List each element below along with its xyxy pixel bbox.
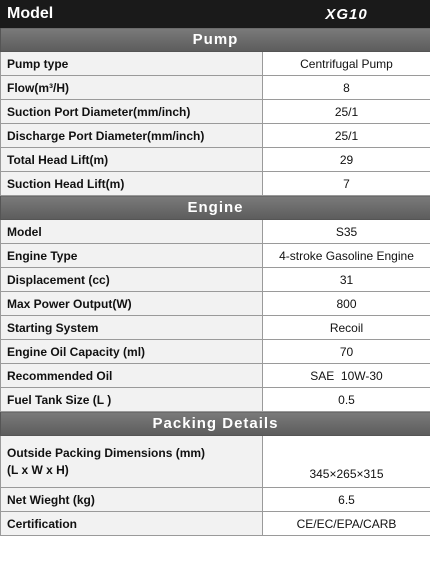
spec-label: Engine Oil Capacity (ml): [1, 340, 263, 364]
spec-value: 7: [263, 172, 430, 196]
spec-label: Net Wieght (kg): [1, 488, 263, 512]
section-title: Engine: [1, 196, 430, 220]
spec-row: [1, 172, 430, 196]
spec-value: Centrifugal Pump: [263, 52, 430, 76]
spec-label: Flow(m³/H): [1, 76, 263, 100]
spec-value: 800: [263, 292, 430, 316]
spec-value: 31: [263, 268, 430, 292]
spec-value: 345×265×315: [263, 436, 430, 488]
spec-label: Starting System: [1, 316, 263, 340]
spec-value: CE/EC/EPA/CARB: [263, 512, 430, 536]
spec-row: [1, 268, 430, 292]
spec-label: Total Head Lift(m): [1, 148, 263, 172]
spec-label: Suction Port Diameter(mm/inch): [1, 100, 263, 124]
spec-label: Certification: [1, 512, 263, 536]
spec-value: SAE 10W-30: [263, 364, 430, 388]
spec-label: Displacement (cc): [1, 268, 263, 292]
section-title: Pump: [1, 28, 430, 52]
spec-value: 25/1: [263, 124, 430, 148]
spec-label: Suction Head Lift(m): [1, 172, 263, 196]
spec-row: [1, 512, 430, 536]
spec-label: Engine Type: [1, 244, 263, 268]
spec-value: 8: [263, 76, 430, 100]
spec-row: [1, 388, 430, 412]
spec-row: [1, 340, 430, 364]
spec-value: 70: [263, 340, 430, 364]
spec-row: [1, 220, 430, 244]
spec-value: 0.5: [263, 388, 430, 412]
spec-label: Discharge Port Diameter(mm/inch): [1, 124, 263, 148]
model-name: XG10: [263, 1, 430, 28]
spec-row: [1, 124, 430, 148]
spec-value: 25/1: [263, 100, 430, 124]
spec-row: [1, 488, 430, 512]
spec-row: [1, 52, 430, 76]
spec-row: [1, 76, 430, 100]
spec-row: [1, 148, 430, 172]
spec-row: [1, 292, 430, 316]
header-label: Model: [1, 1, 263, 28]
spec-row: [1, 436, 430, 488]
spec-row: [1, 316, 430, 340]
section-packing: [1, 412, 430, 436]
section-title: Packing Details: [1, 412, 430, 436]
spec-row: [1, 244, 430, 268]
spec-label: Max Power Output(W): [1, 292, 263, 316]
section-engine: [1, 196, 430, 220]
spec-label: Pump type: [1, 52, 263, 76]
spec-value: 4-stroke Gasoline Engine: [263, 244, 430, 268]
section-pump: [1, 28, 430, 52]
header-row: [1, 1, 430, 28]
spec-value: S35: [263, 220, 430, 244]
spec-label: Fuel Tank Size (L ): [1, 388, 263, 412]
spec-label: Model: [1, 220, 263, 244]
spec-label: Outside Packing Dimensions (mm) (L x W x H): [1, 436, 263, 488]
spec-row: [1, 100, 430, 124]
spec-label: Recommended Oil: [1, 364, 263, 388]
spec-value: 6.5: [263, 488, 430, 512]
spec-value: Recoil: [263, 316, 430, 340]
spec-value: 29: [263, 148, 430, 172]
spec-row: [1, 364, 430, 388]
